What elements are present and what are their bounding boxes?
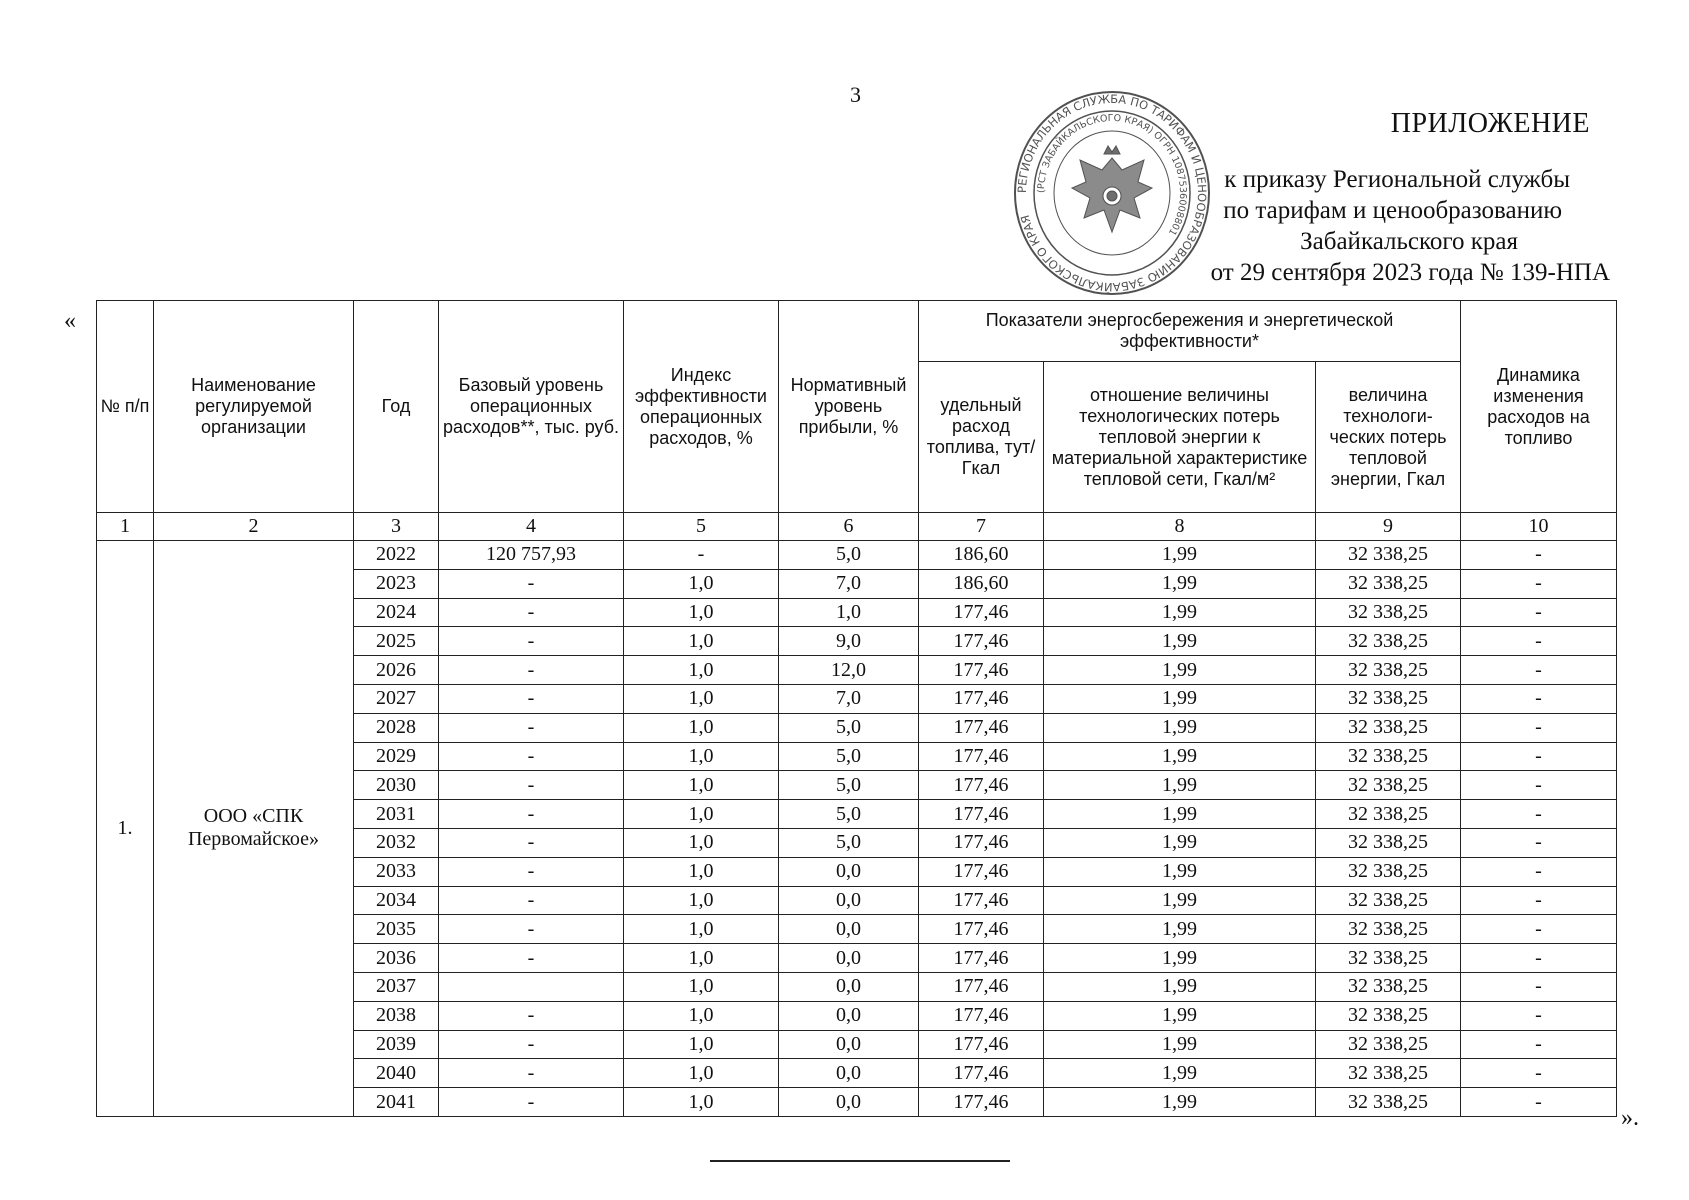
fuel-dynamics-cell: - [1461, 656, 1617, 685]
header-efficiency-index: Индекс эффективности операционных расходов, % [624, 301, 779, 513]
base-opex-cell: - [439, 684, 624, 713]
year-cell: 2027 [354, 684, 439, 713]
efficiency-index-cell: 1,0 [624, 886, 779, 915]
column-number-row [97, 513, 1617, 541]
header-fuel-dynamics: Динамика изменения расходов на топливо [1461, 301, 1617, 513]
base-opex-cell: 120 757,93 [439, 541, 624, 570]
fuel-dynamics-cell: - [1461, 771, 1617, 800]
year-cell: 2029 [354, 742, 439, 771]
year-cell: 2040 [354, 1059, 439, 1088]
fuel-dynamics-cell: - [1461, 800, 1617, 829]
fuel-rate-cell: 177,46 [919, 684, 1044, 713]
heat-loss-cell: 32 338,25 [1316, 541, 1461, 570]
profit-level-cell: 5,0 [779, 541, 919, 570]
column-number: 9 [1316, 513, 1461, 541]
profit-level-cell: 5,0 [779, 828, 919, 857]
column-number: 7 [919, 513, 1044, 541]
fuel-dynamics-cell: - [1461, 1059, 1617, 1088]
fuel-dynamics-cell: - [1461, 713, 1617, 742]
profit-level-cell: 1,0 [779, 598, 919, 627]
page-number: 3 [850, 82, 861, 107]
efficiency-index-cell: 1,0 [624, 1001, 779, 1030]
header-row-number: № п/п [97, 301, 154, 513]
efficiency-index-cell: 1,0 [624, 1088, 779, 1117]
header-organization: Наименование регулируемой организации [154, 301, 354, 513]
appendix-line: к приказу Региональной службы [1224, 166, 1570, 193]
heat-loss-cell: 32 338,25 [1316, 627, 1461, 656]
fuel-rate-cell: 177,46 [919, 1001, 1044, 1030]
efficiency-index-cell: 1,0 [624, 800, 779, 829]
efficiency-index-cell: 1,0 [624, 915, 779, 944]
loss-ratio-cell: 1,99 [1044, 944, 1316, 973]
column-number: 10 [1461, 513, 1617, 541]
loss-ratio-cell: 1,99 [1044, 1030, 1316, 1059]
efficiency-index-cell: 1,0 [624, 944, 779, 973]
profit-level-cell: 0,0 [779, 915, 919, 944]
base-opex-cell: - [439, 1088, 624, 1117]
profit-level-cell: 0,0 [779, 1030, 919, 1059]
heat-loss-cell: 32 338,25 [1316, 1088, 1461, 1117]
heat-loss-cell: 32 338,25 [1316, 800, 1461, 829]
heat-loss-cell: 32 338,25 [1316, 857, 1461, 886]
fuel-dynamics-cell: - [1461, 541, 1617, 570]
fuel-dynamics-cell: - [1461, 972, 1617, 1001]
header-heat-loss: величина технологи-ческих потерь тепловой энергии, Гкал [1316, 362, 1461, 513]
column-number: 5 [624, 513, 779, 541]
header-energy-group: Показатели энергосбережения и энергетической эффективности* [919, 301, 1461, 362]
base-opex-cell: - [439, 886, 624, 915]
fuel-rate-cell: 177,46 [919, 944, 1044, 973]
heat-loss-cell: 32 338,25 [1316, 713, 1461, 742]
heat-loss-cell: 32 338,25 [1316, 771, 1461, 800]
heat-loss-cell: 32 338,25 [1316, 1030, 1461, 1059]
fuel-rate-cell: 177,46 [919, 886, 1044, 915]
year-cell: 2039 [354, 1030, 439, 1059]
closing-quote: ». [1621, 1105, 1639, 1131]
fuel-dynamics-cell: - [1461, 828, 1617, 857]
base-opex-cell: - [439, 598, 624, 627]
loss-ratio-cell: 1,99 [1044, 656, 1316, 685]
header-base-opex: Базовый уровень операционных расходов**, тыс. руб. [439, 301, 624, 513]
heat-loss-cell: 32 338,25 [1316, 915, 1461, 944]
fuel-dynamics-cell: - [1461, 1088, 1617, 1117]
heat-loss-cell: 32 338,25 [1316, 1001, 1461, 1030]
loss-ratio-cell: 1,99 [1044, 828, 1316, 857]
loss-ratio-cell: 1,99 [1044, 713, 1316, 742]
appendix-line: Забайкальского края [1300, 228, 1518, 255]
heat-loss-cell: 32 338,25 [1316, 972, 1461, 1001]
heat-loss-cell: 32 338,25 [1316, 886, 1461, 915]
base-opex-cell: - [439, 800, 624, 829]
year-cell: 2024 [354, 598, 439, 627]
year-cell: 2028 [354, 713, 439, 742]
fuel-dynamics-cell: - [1461, 598, 1617, 627]
fuel-dynamics-cell: - [1461, 1030, 1617, 1059]
fuel-rate-cell: 177,46 [919, 627, 1044, 656]
profit-level-cell: 5,0 [779, 713, 919, 742]
loss-ratio-cell: 1,99 [1044, 886, 1316, 915]
heat-loss-cell: 32 338,25 [1316, 1059, 1461, 1088]
fuel-dynamics-cell: - [1461, 886, 1617, 915]
seal-inner-text: (РСТ ЗАБАЙКАЛЬСКОГО КРАЯ) ОГРН 1087536008801 [1035, 112, 1189, 238]
base-opex-cell: - [439, 1030, 624, 1059]
loss-ratio-cell: 1,99 [1044, 800, 1316, 829]
profit-level-cell: 0,0 [779, 972, 919, 1001]
fuel-rate-cell: 177,46 [919, 1030, 1044, 1059]
loss-ratio-cell: 1,99 [1044, 742, 1316, 771]
fuel-rate-cell: 177,46 [919, 713, 1044, 742]
fuel-dynamics-cell: - [1461, 569, 1617, 598]
base-opex-cell: - [439, 1001, 624, 1030]
profit-level-cell: 0,0 [779, 1059, 919, 1088]
base-opex-cell: - [439, 742, 624, 771]
fuel-rate-cell: 177,46 [919, 915, 1044, 944]
profit-level-cell: 9,0 [779, 627, 919, 656]
year-cell: 2033 [354, 857, 439, 886]
year-cell: 2026 [354, 656, 439, 685]
column-number: 1 [97, 513, 154, 541]
fuel-dynamics-cell: - [1461, 857, 1617, 886]
year-cell: 2032 [354, 828, 439, 857]
appendix-line: от 29 сентября 2023 года № 139-НПА [1210, 259, 1610, 286]
fuel-dynamics-cell: - [1461, 944, 1617, 973]
seal-outer-text: РЕГИОНАЛЬНАЯ СЛУЖБА ПО ТАРИФАМ И ЦЕНООБРАЗОВАНИЮ ЗАБАЙКАЛЬСКОГО КРАЯ [1014, 91, 1210, 295]
column-number: 6 [779, 513, 919, 541]
fuel-rate-cell: 177,46 [919, 972, 1044, 1001]
year-cell: 2023 [354, 569, 439, 598]
year-cell: 2031 [354, 800, 439, 829]
loss-ratio-cell: 1,99 [1044, 1088, 1316, 1117]
profit-level-cell: 0,0 [779, 857, 919, 886]
organization-cell: ООО «СПК Первомайское» [154, 541, 354, 1117]
profit-level-cell: 0,0 [779, 886, 919, 915]
base-opex-cell: - [439, 857, 624, 886]
loss-ratio-cell: 1,99 [1044, 627, 1316, 656]
profit-level-cell: 7,0 [779, 684, 919, 713]
base-opex-cell: - [439, 771, 624, 800]
efficiency-index-cell: 1,0 [624, 684, 779, 713]
loss-ratio-cell: 1,99 [1044, 1001, 1316, 1030]
efficiency-index-cell: 1,0 [624, 569, 779, 598]
base-opex-cell: - [439, 1059, 624, 1088]
indicators-table [96, 300, 1617, 1117]
footnote-divider [710, 1160, 1010, 1162]
heat-loss-cell: 32 338,25 [1316, 656, 1461, 685]
loss-ratio-cell: 1,99 [1044, 684, 1316, 713]
profit-level-cell: 0,0 [779, 944, 919, 973]
efficiency-index-cell: 1,0 [624, 598, 779, 627]
fuel-dynamics-cell: - [1461, 742, 1617, 771]
heat-loss-cell: 32 338,25 [1316, 828, 1461, 857]
column-number: 8 [1044, 513, 1316, 541]
profit-level-cell: 0,0 [779, 1088, 919, 1117]
header-fuel-rate: удельный расход топлива, тут/Гкал [919, 362, 1044, 513]
header-year: Год [354, 301, 439, 513]
efficiency-index-cell: 1,0 [624, 627, 779, 656]
fuel-rate-cell: 177,46 [919, 857, 1044, 886]
efficiency-index-cell: 1,0 [624, 771, 779, 800]
row-number-cell: 1. [97, 541, 154, 1117]
year-cell: 2025 [354, 627, 439, 656]
year-cell: 2037 [354, 972, 439, 1001]
efficiency-index-cell: 1,0 [624, 857, 779, 886]
header-profit-level: Нормативный уровень прибыли, % [779, 301, 919, 513]
loss-ratio-cell: 1,99 [1044, 598, 1316, 627]
fuel-rate-cell: 186,60 [919, 569, 1044, 598]
efficiency-index-cell: 1,0 [624, 742, 779, 771]
opening-quote: « [64, 308, 76, 334]
year-cell: 2034 [354, 886, 439, 915]
appendix-header [1000, 108, 1680, 288]
base-opex-cell: - [439, 569, 624, 598]
appendix-title: ПРИЛОЖЕНИЕ [1390, 108, 1590, 139]
year-cell: 2041 [354, 1088, 439, 1117]
year-cell: 2022 [354, 541, 439, 570]
loss-ratio-cell: 1,99 [1044, 771, 1316, 800]
fuel-rate-cell: 177,46 [919, 1088, 1044, 1117]
efficiency-index-cell: 1,0 [624, 1059, 779, 1088]
fuel-rate-cell: 177,46 [919, 1059, 1044, 1088]
year-cell: 2035 [354, 915, 439, 944]
appendix-line: по тарифам и ценообразованию [1223, 197, 1562, 224]
column-number: 3 [354, 513, 439, 541]
fuel-rate-cell: 177,46 [919, 598, 1044, 627]
fuel-rate-cell: 177,46 [919, 771, 1044, 800]
profit-level-cell: 0,0 [779, 1001, 919, 1030]
fuel-rate-cell: 186,60 [919, 541, 1044, 570]
table-row [97, 541, 1617, 570]
profit-level-cell: 12,0 [779, 656, 919, 685]
header-loss-ratio: отношение величины технологических потерь тепловой энергии к материальной характеристике тепловой сети, Гкал/м² [1044, 362, 1316, 513]
efficiency-index-cell: - [624, 541, 779, 570]
fuel-rate-cell: 177,46 [919, 828, 1044, 857]
efficiency-index-cell: 1,0 [624, 972, 779, 1001]
heat-loss-cell: 32 338,25 [1316, 742, 1461, 771]
fuel-dynamics-cell: - [1461, 627, 1617, 656]
base-opex-cell: - [439, 944, 624, 973]
heat-loss-cell: 32 338,25 [1316, 598, 1461, 627]
heat-loss-cell: 32 338,25 [1316, 944, 1461, 973]
loss-ratio-cell: 1,99 [1044, 915, 1316, 944]
efficiency-index-cell: 1,0 [624, 1030, 779, 1059]
year-cell: 2030 [354, 771, 439, 800]
loss-ratio-cell: 1,99 [1044, 1059, 1316, 1088]
loss-ratio-cell: 1,99 [1044, 569, 1316, 598]
base-opex-cell: - [439, 828, 624, 857]
column-number: 4 [439, 513, 624, 541]
fuel-rate-cell: 177,46 [919, 800, 1044, 829]
base-opex-cell: - [439, 713, 624, 742]
heat-loss-cell: 32 338,25 [1316, 684, 1461, 713]
base-opex-cell: - [439, 915, 624, 944]
efficiency-index-cell: 1,0 [624, 713, 779, 742]
loss-ratio-cell: 1,99 [1044, 857, 1316, 886]
profit-level-cell: 5,0 [779, 742, 919, 771]
fuel-dynamics-cell: - [1461, 915, 1617, 944]
efficiency-index-cell: 1,0 [624, 656, 779, 685]
profit-level-cell: 5,0 [779, 771, 919, 800]
loss-ratio-cell: 1,99 [1044, 541, 1316, 570]
fuel-rate-cell: 177,46 [919, 742, 1044, 771]
loss-ratio-cell: 1,99 [1044, 972, 1316, 1001]
fuel-dynamics-cell: - [1461, 1001, 1617, 1030]
base-opex-cell [439, 972, 624, 1001]
column-number: 2 [154, 513, 354, 541]
profit-level-cell: 5,0 [779, 800, 919, 829]
profit-level-cell: 7,0 [779, 569, 919, 598]
base-opex-cell: - [439, 627, 624, 656]
fuel-rate-cell: 177,46 [919, 656, 1044, 685]
year-cell: 2036 [354, 944, 439, 973]
base-opex-cell: - [439, 656, 624, 685]
heat-loss-cell: 32 338,25 [1316, 569, 1461, 598]
fuel-dynamics-cell: - [1461, 684, 1617, 713]
year-cell: 2038 [354, 1001, 439, 1030]
efficiency-index-cell: 1,0 [624, 828, 779, 857]
